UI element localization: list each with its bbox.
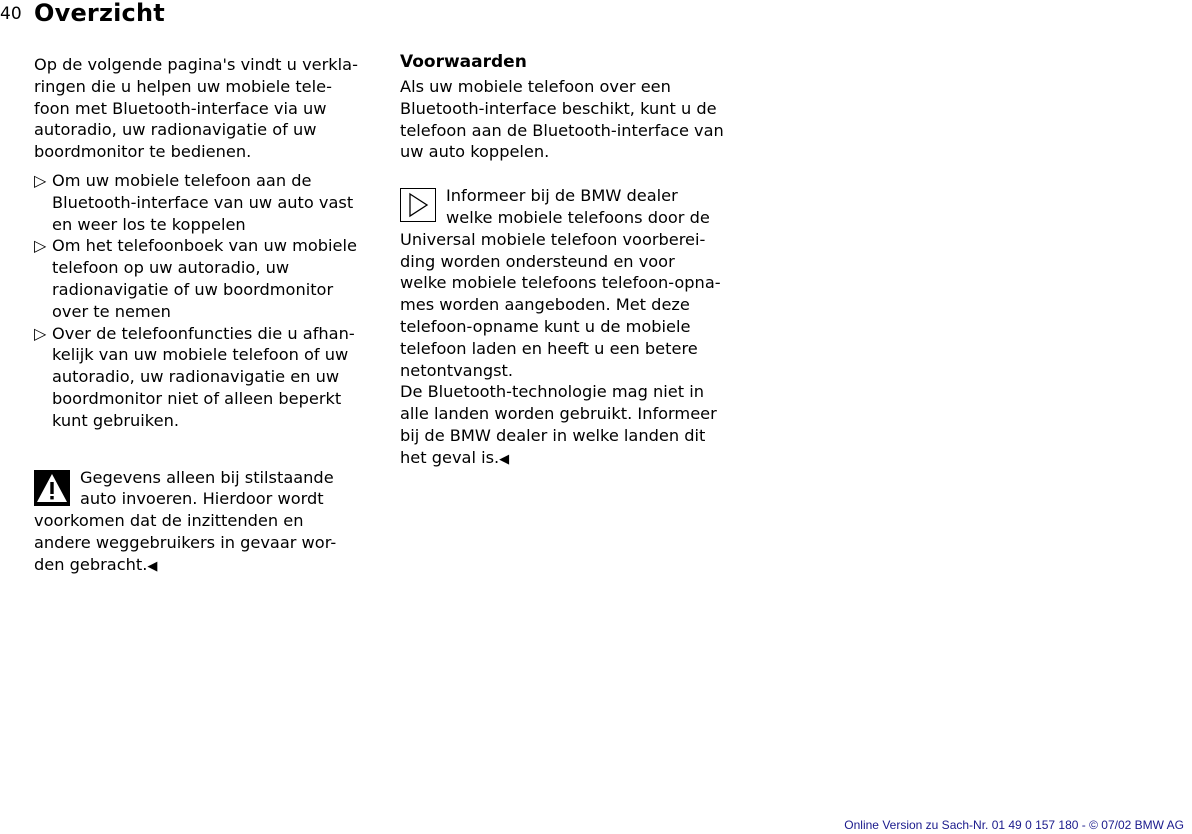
warning-line: auto invoeren. Hierdoor wordt	[80, 489, 324, 509]
note-line: Informeer bij de BMW dealer	[446, 186, 678, 206]
end-of-section-triangle-icon: ◀	[147, 558, 158, 574]
para-line: Als uw mobiele telefoon over een	[400, 77, 671, 96]
note-line: Universal mobiele telefoon voorberei-	[400, 229, 706, 249]
intro-line: autoradio, uw radionavigatie of uw	[34, 120, 317, 140]
list-item	[34, 323, 384, 432]
note-arrow-icon	[400, 188, 436, 222]
triangle-right-outline-icon: ▷	[34, 323, 47, 343]
bullet-list	[34, 170, 384, 432]
note-line: welke mobiele telefoons door de	[446, 207, 710, 227]
page-title: Overzicht	[34, 0, 165, 27]
footer-link[interactable]: Online Version zu Sach-Nr. 01 49 0 157 180 - © 07/02 BMW AG	[844, 818, 1184, 832]
bullet-line: autoradio, uw radionavigatie en uw	[52, 367, 340, 387]
intro-line: foon met Bluetooth-interface via uw	[34, 98, 327, 118]
page-number: 40	[0, 4, 22, 24]
right-column	[400, 50, 752, 469]
bullet-line: Over de telefoonfuncties die u afhan-	[52, 323, 355, 343]
note-line: telefoon laden en heeft u een betere	[400, 338, 698, 358]
left-column	[34, 50, 384, 576]
note-line: het geval is.	[400, 447, 500, 467]
note-line: alle landen worden gebruikt. Informeer	[400, 404, 717, 424]
para-line: uw auto koppelen.	[400, 142, 550, 162]
list-item	[34, 170, 384, 235]
warning-line: andere weggebruikers in gevaar wor-	[34, 532, 337, 552]
bullet-line: radionavigatie of uw boordmonitor	[52, 279, 334, 299]
triangle-right-outline-icon: ▷	[34, 236, 47, 256]
bullet-line: en weer los te koppelen	[52, 214, 246, 234]
section-heading: Voorwaarden	[400, 52, 527, 72]
end-of-section-triangle-icon: ◀	[499, 451, 510, 467]
bullet-line: kunt gebruiken.	[52, 410, 179, 430]
bullet-line: telefoon op uw autoradio, uw	[52, 258, 290, 278]
note-line: netontvangst.	[400, 360, 514, 380]
intro-line: ringen die u helpen uw mobiele tele-	[34, 76, 332, 96]
para-line: telefoon aan de Bluetooth-interface van	[400, 120, 724, 140]
para-line: Bluetooth-interface beschikt, kunt u de	[400, 98, 717, 118]
note-line: ding worden ondersteund en voor	[400, 251, 675, 271]
note-line: welke mobiele telefoons telefoon-opna-	[400, 273, 721, 293]
bullet-line: kelijk van uw mobiele telefoon of uw	[52, 345, 349, 365]
note-line: bij de BMW dealer in welke landen dit	[400, 425, 706, 445]
warning-triangle-icon	[34, 470, 70, 506]
note-line: mes worden aangeboden. Met deze	[400, 295, 690, 315]
warning-line: den gebracht.	[34, 554, 148, 574]
bullet-line: Om het telefoonboek van uw mobiele	[52, 236, 357, 256]
note-line: telefoon-opname kunt u de mobiele	[400, 316, 691, 336]
note-line: De Bluetooth-technologie mag niet in	[400, 382, 704, 402]
list-item	[34, 235, 384, 322]
triangle-right-outline-icon: ▷	[34, 170, 47, 190]
warning-line: Gegevens alleen bij stilstaande	[80, 467, 334, 487]
bullet-line: boordmonitor niet of alleen beperkt	[52, 388, 342, 408]
intro-line: boordmonitor te bedienen.	[34, 142, 252, 162]
info-note	[400, 185, 752, 468]
bullet-line: over te nemen	[52, 301, 171, 321]
intro-paragraph	[34, 54, 384, 163]
intro-line: Op de volgende pagina's vindt u verkla-	[34, 55, 358, 74]
warning-line: voorkomen dat de inzittenden en	[34, 511, 304, 531]
bullet-line: Om uw mobiele telefoon aan de	[52, 170, 312, 190]
requirements-paragraph	[400, 76, 752, 163]
warning-note	[34, 467, 384, 576]
bullet-line: Bluetooth-interface van uw auto vast	[52, 192, 354, 212]
